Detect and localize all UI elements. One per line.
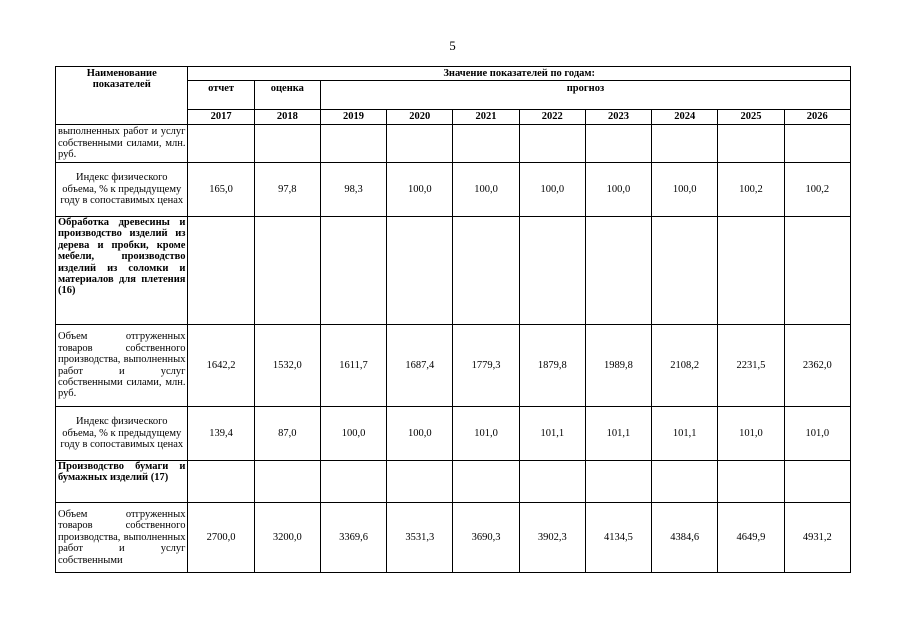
value-cell: 101,1: [585, 407, 651, 461]
value-cell: 3369,6: [320, 503, 386, 573]
value-cell: 100,0: [387, 163, 453, 217]
table-row: [56, 217, 851, 325]
value-cell: 4384,6: [652, 503, 718, 573]
value-cell: [652, 461, 718, 503]
value-cell: [387, 125, 453, 163]
value-cell: [519, 461, 585, 503]
header-year: 2018: [254, 110, 320, 125]
header-year: 2023: [585, 110, 651, 125]
table-row: [56, 325, 851, 407]
value-cell: 1879,8: [519, 325, 585, 407]
table-row: [56, 461, 851, 503]
value-cell: 165,0: [188, 163, 254, 217]
value-cell: [387, 461, 453, 503]
value-cell: 2231,5: [718, 325, 784, 407]
value-cell: [784, 125, 850, 163]
value-cell: [585, 125, 651, 163]
header-values-title: Значение показателей по годам:: [188, 67, 851, 81]
value-cell: 1989,8: [585, 325, 651, 407]
value-cell: [718, 461, 784, 503]
value-cell: [254, 461, 320, 503]
indicator-label-cell: Индекс физического объема, % к предыдущему году в сопоставимых ценах: [56, 407, 188, 461]
value-cell: 101,1: [652, 407, 718, 461]
table-row: [56, 163, 851, 217]
value-cell: 100,0: [585, 163, 651, 217]
value-cell: 101,1: [519, 407, 585, 461]
value-cell: 100,0: [519, 163, 585, 217]
value-cell: 100,0: [652, 163, 718, 217]
header-year: 2019: [320, 110, 386, 125]
value-cell: [188, 217, 254, 325]
header-year: 2024: [652, 110, 718, 125]
value-cell: 3200,0: [254, 503, 320, 573]
value-cell: [188, 461, 254, 503]
value-cell: 101,0: [718, 407, 784, 461]
header-indicator-name: Наименование показателей: [56, 67, 188, 125]
table-row: [56, 407, 851, 461]
value-cell: 1611,7: [320, 325, 386, 407]
value-cell: 1642,2: [188, 325, 254, 407]
header-year: 2020: [387, 110, 453, 125]
value-cell: [585, 461, 651, 503]
value-cell: [453, 217, 519, 325]
header-year: 2025: [718, 110, 784, 125]
header-year: 2021: [453, 110, 519, 125]
value-cell: 100,0: [387, 407, 453, 461]
value-cell: 4649,9: [718, 503, 784, 573]
value-cell: 101,0: [784, 407, 850, 461]
value-cell: [519, 125, 585, 163]
value-cell: [453, 125, 519, 163]
table-body: [56, 125, 851, 573]
value-cell: 101,0: [453, 407, 519, 461]
value-cell: 98,3: [320, 163, 386, 217]
value-cell: [652, 125, 718, 163]
value-cell: 3690,3: [453, 503, 519, 573]
indicator-label-cell: Индекс физического объема, % к предыдущему году в сопоставимых ценах: [56, 163, 188, 217]
value-cell: [387, 217, 453, 325]
value-cell: 87,0: [254, 407, 320, 461]
value-cell: 1532,0: [254, 325, 320, 407]
value-cell: [453, 461, 519, 503]
value-cell: [519, 217, 585, 325]
value-cell: [585, 217, 651, 325]
header-year: 2026: [784, 110, 850, 125]
value-cell: 97,8: [254, 163, 320, 217]
header-year: 2017: [188, 110, 254, 125]
value-cell: 1779,3: [453, 325, 519, 407]
page-number: 5: [449, 38, 456, 53]
value-cell: 1687,4: [387, 325, 453, 407]
value-cell: [320, 125, 386, 163]
indicators-table: [55, 66, 851, 573]
value-cell: [188, 125, 254, 163]
header-year: 2022: [519, 110, 585, 125]
value-cell: [784, 217, 850, 325]
section-heading-cell: Обработка древесины и производство изделий из дерева и пробки, кроме мебели, производство изделий из соломки и материалов для плетения (16): [56, 217, 188, 325]
value-cell: 139,4: [188, 407, 254, 461]
section-heading-cell: Производство бумаги и бумажных изделий (17): [56, 461, 188, 503]
header-estimate: оценка: [254, 81, 320, 110]
table-row: [56, 125, 851, 163]
header-forecast: прогноз: [320, 81, 850, 110]
value-cell: 100,0: [320, 407, 386, 461]
indicator-label-cell: выполненных работ и услуг собственными силами, млн. руб.: [56, 125, 188, 163]
value-cell: [320, 461, 386, 503]
header-report: отчет: [188, 81, 254, 110]
value-cell: 100,2: [718, 163, 784, 217]
value-cell: [718, 217, 784, 325]
value-cell: 2700,0: [188, 503, 254, 573]
indicator-label-cell: Объем отгруженных товаров собственного производства, выполненных работ и услуг собственными: [56, 503, 188, 573]
table-row: [56, 503, 851, 573]
value-cell: 100,2: [784, 163, 850, 217]
value-cell: 3531,3: [387, 503, 453, 573]
value-cell: [254, 125, 320, 163]
value-cell: 3902,3: [519, 503, 585, 573]
value-cell: [718, 125, 784, 163]
value-cell: [652, 217, 718, 325]
value-cell: [784, 461, 850, 503]
value-cell: [254, 217, 320, 325]
value-cell: 2362,0: [784, 325, 850, 407]
value-cell: 2108,2: [652, 325, 718, 407]
value-cell: 100,0: [453, 163, 519, 217]
value-cell: [320, 217, 386, 325]
value-cell: 4931,2: [784, 503, 850, 573]
value-cell: 4134,5: [585, 503, 651, 573]
indicator-label-cell: Объем отгруженных товаров собственного производства, выполненных работ и услуг собственными силами, млн. руб.: [56, 325, 188, 407]
